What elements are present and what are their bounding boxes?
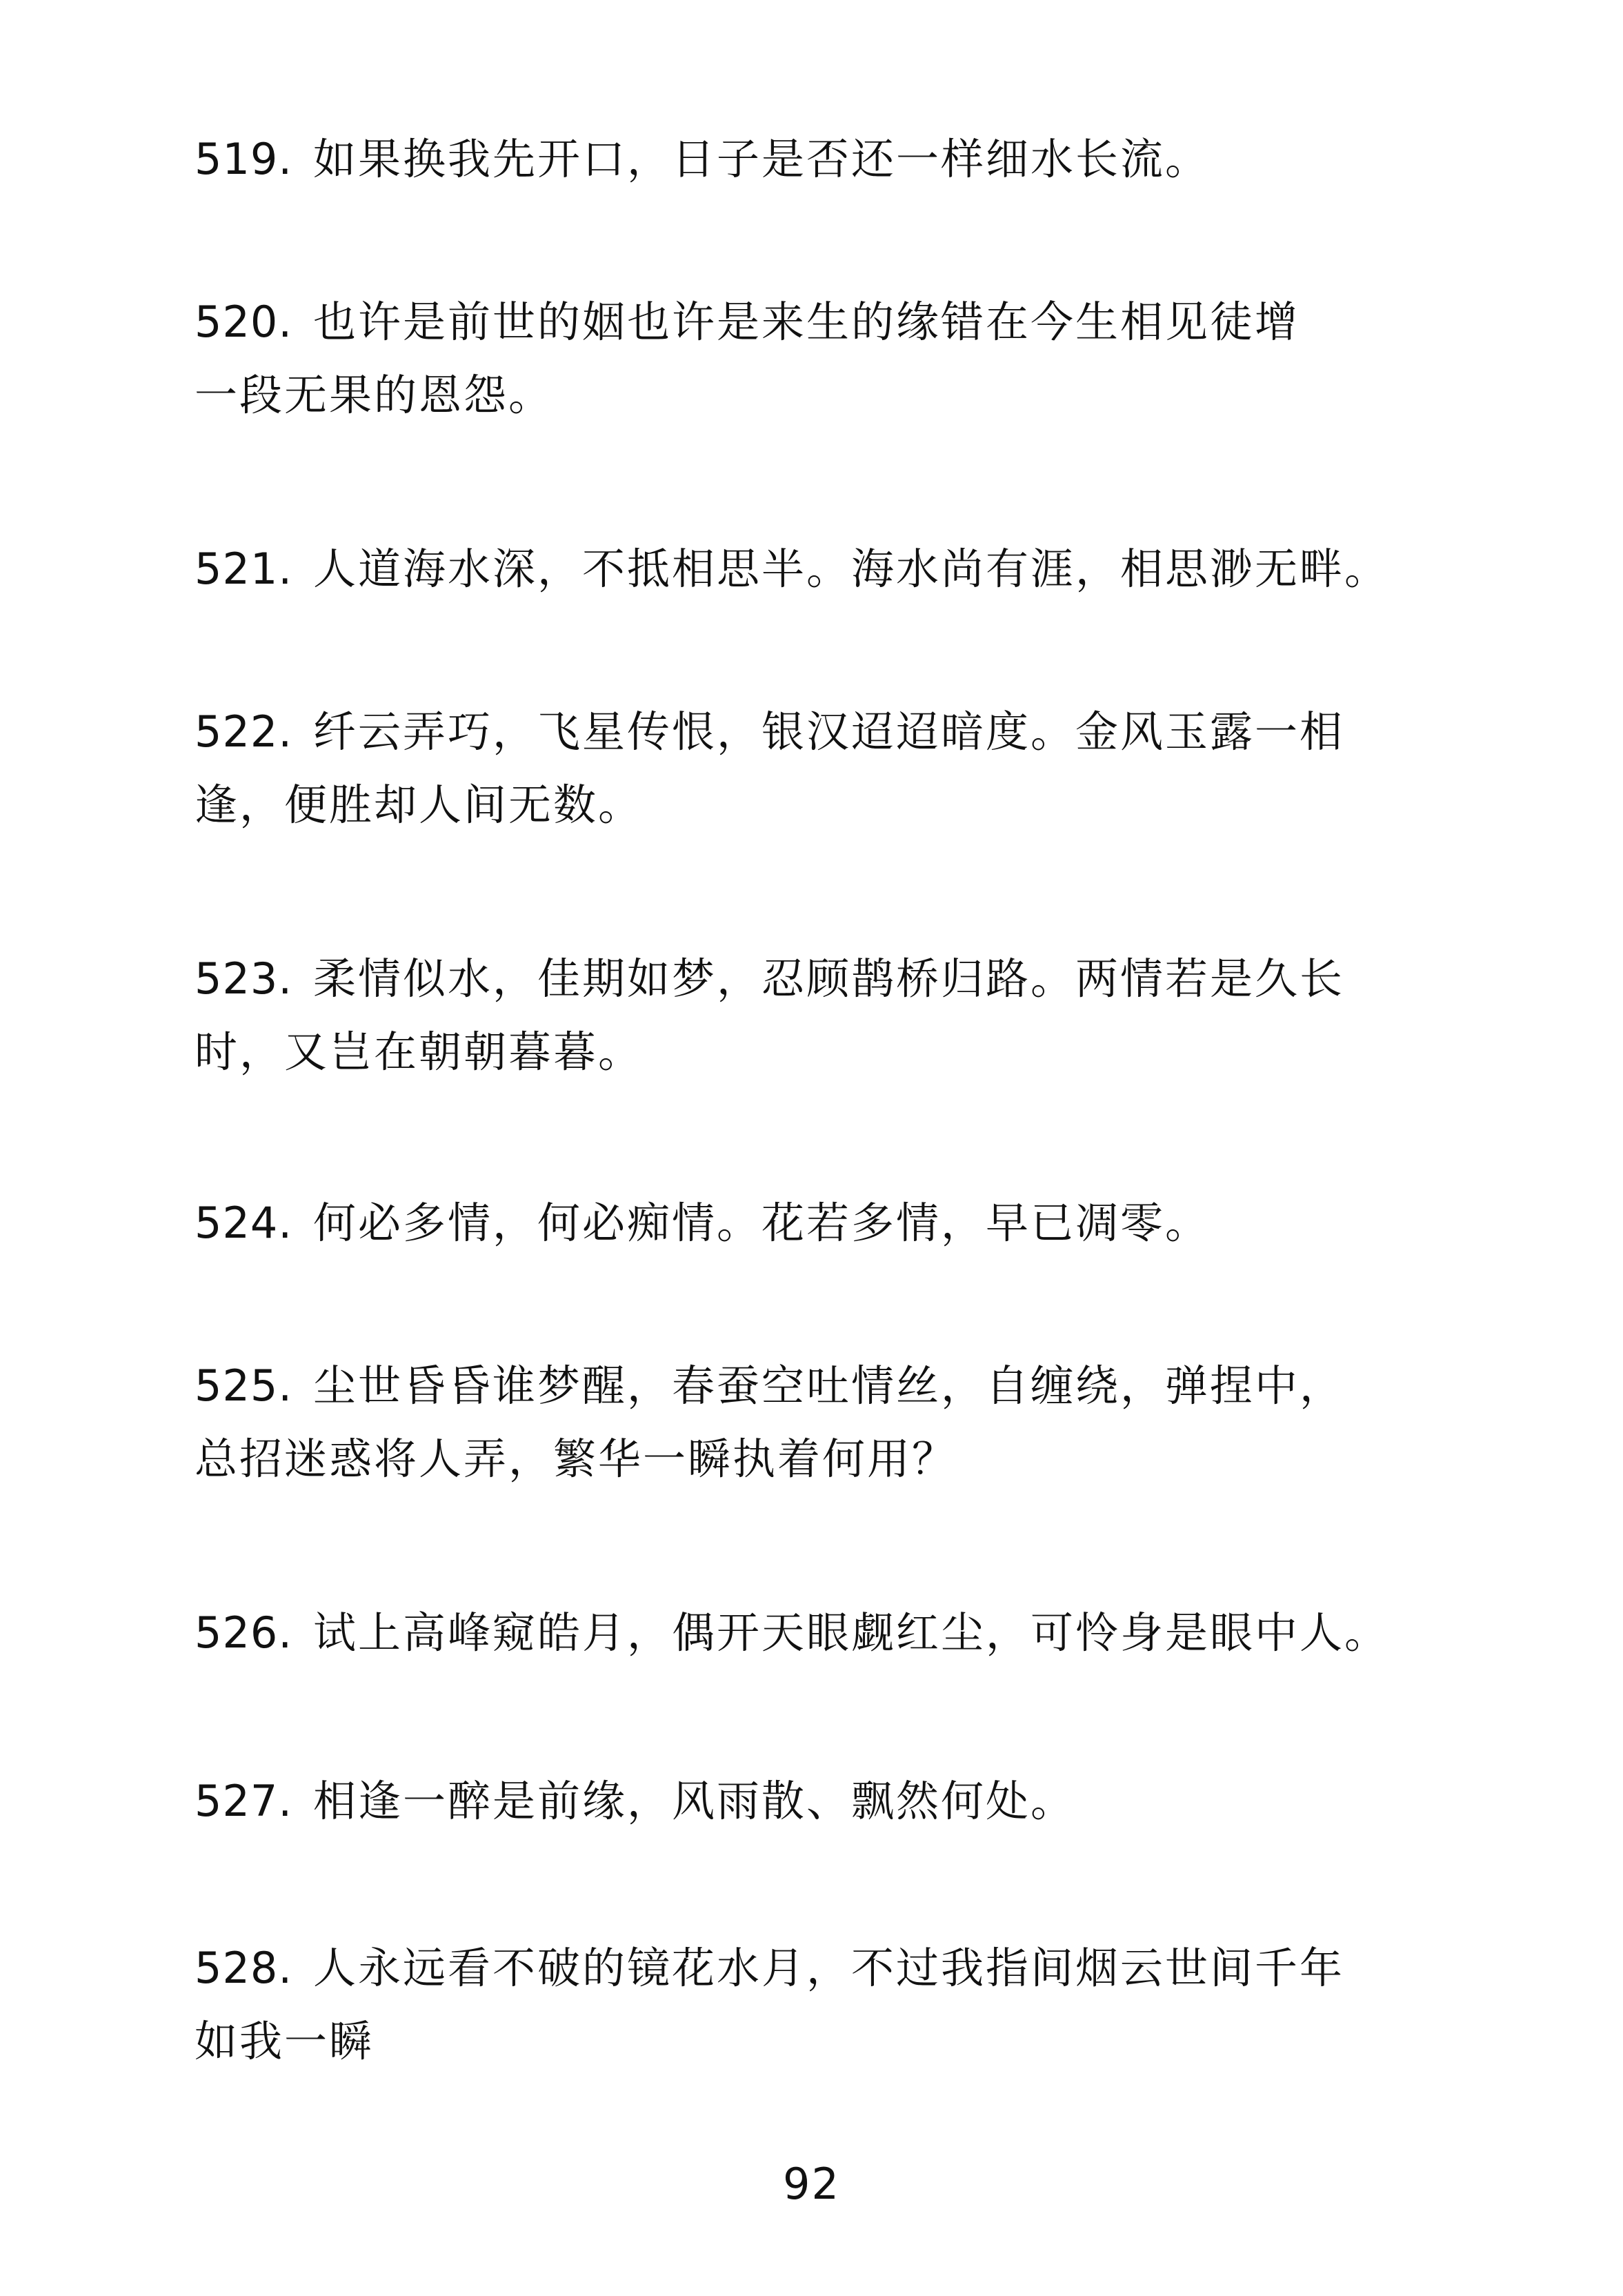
entry-number: 524. <box>195 1198 293 1248</box>
entry-number: 526. <box>195 1607 293 1658</box>
entry-520 <box>195 286 1477 432</box>
entry-521 <box>195 533 1477 606</box>
entry-text: 人永远看不破的镜花水月，不过我指间烟云世间千年 <box>313 1943 1345 1993</box>
entry-519 <box>195 123 1477 196</box>
entry-number: 527. <box>195 1776 293 1826</box>
entry-text: 尘世昏昏谁梦醒，春蚕空吐情丝，自缠绕，弹捏中， <box>313 1360 1345 1411</box>
entry-text: 何必多情，何必痴情。花若多情，早已凋零。 <box>313 1198 1211 1248</box>
page-number: 92 <box>783 2159 840 2209</box>
entry-text: 如果换我先开口，日子是否还一样细水长流。 <box>313 134 1211 184</box>
entry-525 <box>195 1349 1477 1496</box>
entry-number: 523. <box>195 953 293 1004</box>
entry-522 <box>195 695 1477 842</box>
entry-text: 人道海水深，不抵相思半。海水尚有涯，相思渺无畔。 <box>313 544 1390 594</box>
entry-523 <box>195 942 1477 1089</box>
entry-text-continued: 逢，便胜却人间无数。 <box>195 780 644 830</box>
entry-528 <box>195 1932 1477 2078</box>
entry-number: 522. <box>195 706 293 757</box>
entry-number: 528. <box>195 1943 293 1993</box>
entry-text: 纤云弄巧，飞星传恨，银汉迢迢暗度。金风玉露一相 <box>313 706 1345 757</box>
entry-text: 试上高峰窥皓月，偶开天眼觑红尘，可怜身是眼中人。 <box>313 1607 1390 1658</box>
entry-number: 520. <box>195 297 293 347</box>
entry-number: 525. <box>195 1360 293 1411</box>
entry-527 <box>195 1765 1477 1838</box>
entry-526 <box>195 1596 1477 1670</box>
entry-text-continued: 如我一瞬 <box>195 2016 375 2066</box>
entry-text-continued: 总招迷惑将人弄，繁华一瞬执着何用？ <box>195 1434 957 1484</box>
entry-524 <box>195 1187 1477 1260</box>
entry-text: 柔情似水，佳期如梦，忍顾鹊桥归路。两情若是久长 <box>313 953 1345 1004</box>
entry-text-continued: 时，又岂在朝朝暮暮。 <box>195 1027 644 1077</box>
entry-text: 也许是前世的姻也许是来生的缘错在今生相见徒增 <box>313 297 1300 347</box>
entry-number: 521. <box>195 544 293 594</box>
entry-number: 519. <box>195 134 293 184</box>
entry-text: 相逢一醉是前缘，风雨散、飘然何处。 <box>313 1776 1076 1826</box>
entry-text-continued: 一段无果的恩怨。 <box>195 370 554 420</box>
